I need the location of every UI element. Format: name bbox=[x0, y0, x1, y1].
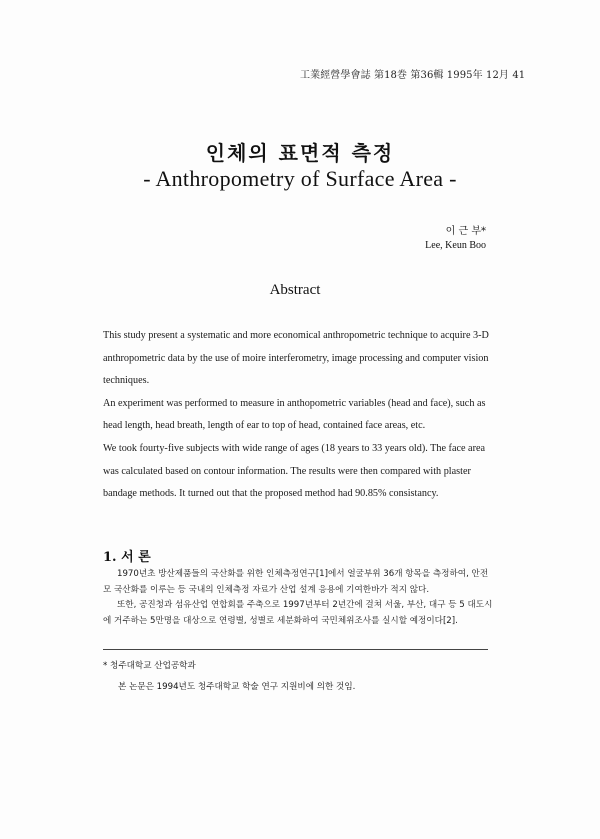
abstract-heading: Abstract bbox=[269, 282, 321, 298]
introduction-paragraph-1: 1970년초 방산제품들의 국산화를 위한 인체측정연구[1]에서 얼굴부위 36개 항목을 측정하여, 안전모 국산화를 이루는 등 국내의 인체측정 자료가 산업 설계 응용에 기여한바가 적지 않다. bbox=[103, 569, 489, 595]
footnote-funding: 본 논문은 1994년도 청주대학교 학술 연구 지원비에 의한 것임. bbox=[118, 682, 356, 692]
abstract-body bbox=[103, 325, 493, 506]
author-english: Lee, Keun Boo bbox=[425, 240, 486, 251]
abstract-paragraph-2: An experiment was performed to measure in anthopometric variables (head and face), such as head length, head breath, length of ear to top of head, contained face areas, etc. bbox=[103, 397, 486, 432]
section-heading-introduction: 1. 서 론 bbox=[103, 550, 151, 565]
title-english: - Anthropometry of Surface Area - bbox=[143, 166, 457, 191]
introduction-paragraph-2: 또한, 공진청과 섬유산업 연합회를 주축으로 1997년부터 2년간에 걸쳐 서울, 부산, 대구 등 5 대도시에 거주하는 5만명을 대상으로 연령별, 성별로 세분화하여 국민체위조사를 실시할 예정이다[2]. bbox=[103, 600, 493, 626]
running-header: 工業經營學會誌 第18巻 第36輯 1995年 12月 41 bbox=[300, 70, 526, 81]
abstract-paragraph-1: This study present a systematic and more economical anthropometric technique to acquire 3-D anthropometric data by the use of moire interferometry, image processing and computer vision techniques. bbox=[103, 330, 489, 387]
footnote-affiliation: * 청주대학교 산업공학과 bbox=[103, 661, 196, 671]
author-korean: 이 근 부* bbox=[445, 226, 486, 237]
footnote-divider bbox=[103, 649, 488, 650]
title-korean: 인체의 표면적 측정 bbox=[205, 141, 395, 165]
abstract-paragraph-3: We took fourty-five subjects with wide range of ages (18 years to 33 years old). The face area was calculated based on contour information. The results were then compared with plaster bandage methods. It turned out that the proposed method had 90.85% consistancy. bbox=[103, 442, 486, 500]
introduction-body bbox=[103, 567, 493, 629]
